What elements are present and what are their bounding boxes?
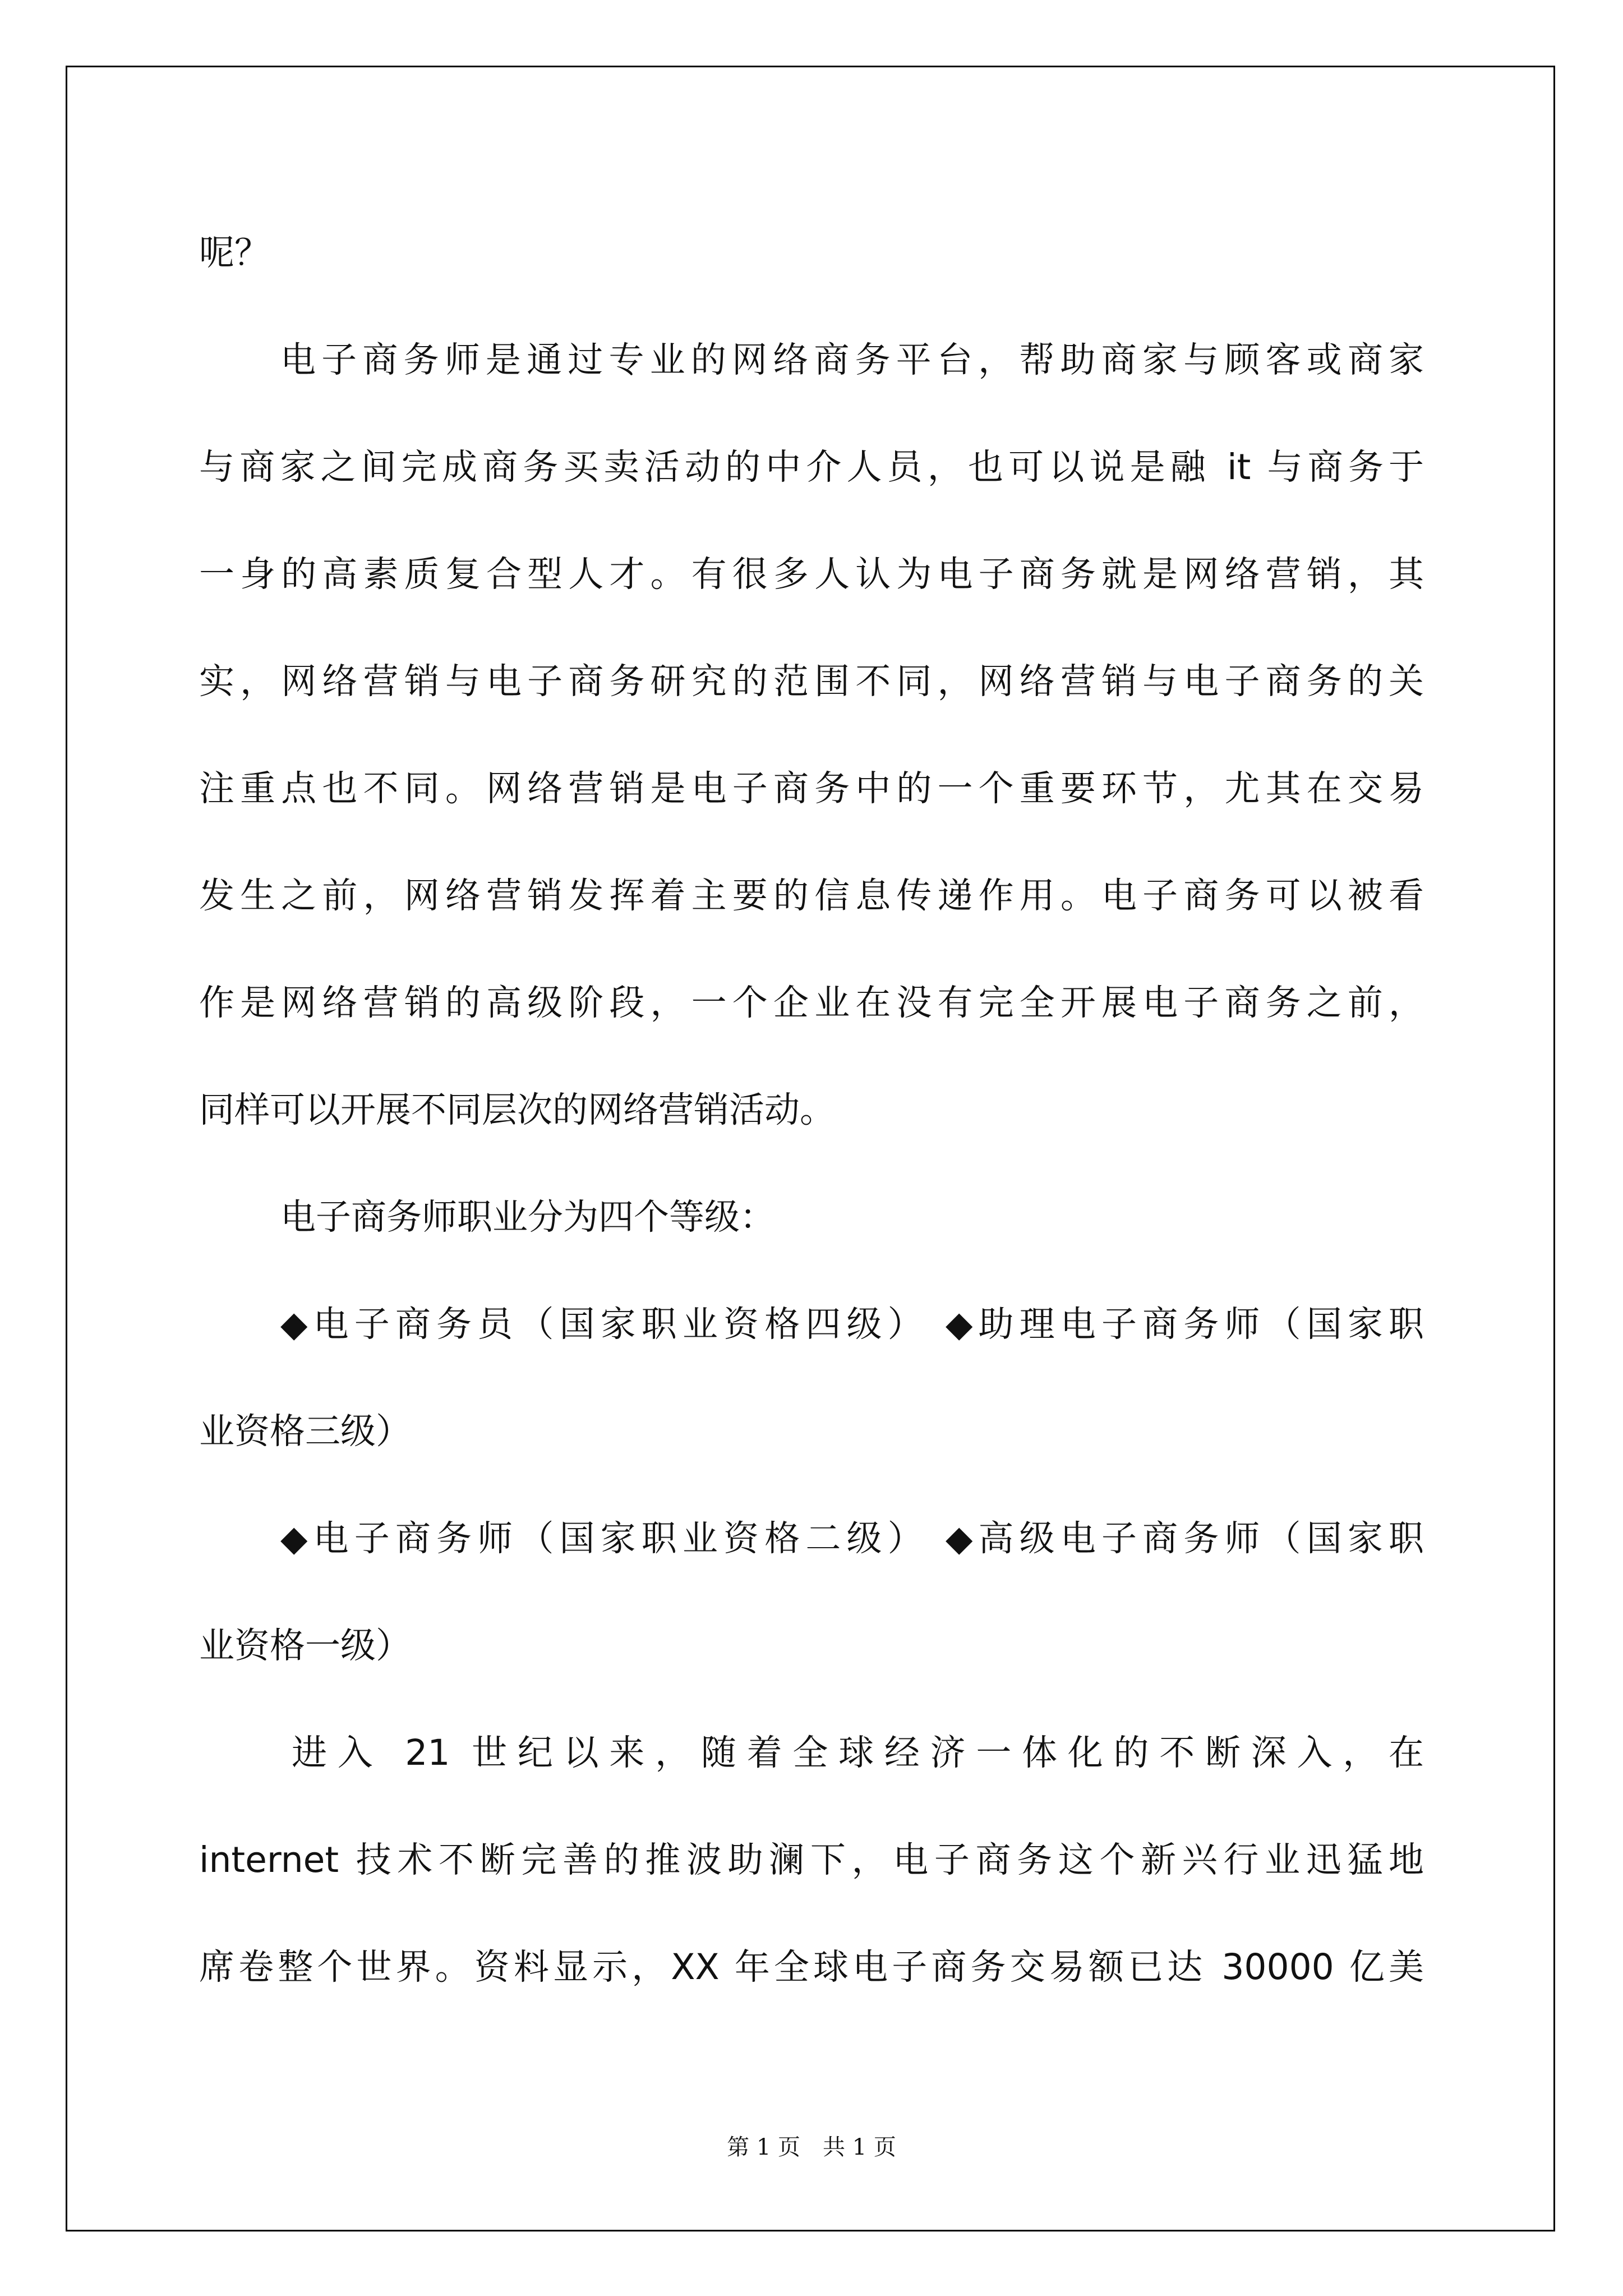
text-line-2: 电子商务师是通过专业的网络商务平台，帮助商家与顾客或商家 [280, 339, 1424, 380]
text-line-16: internet 技术不断完善的推波助澜下，电子商务这个新兴行业迅猛地 [199, 1839, 1424, 1880]
text-line-3: 与商家之间完成商务买卖活动的中介人员，也可以说是融 it 与商务于 [199, 447, 1424, 487]
text-line-12: 业资格三级） [199, 1411, 411, 1452]
document-body [199, 199, 1424, 2021]
text-line-5: 实，网络营销与电子商务研究的范围不同，网络营销与电子商务的关 [199, 661, 1424, 702]
text-line-15: 进入 21 世纪以来，随着全球经济一体化的不断深入，在 [292, 1732, 1424, 1773]
text-line-9: 同样可以开展不同层次的网络营销活动。 [199, 1089, 835, 1130]
text-line-8: 作是网络营销的高级阶段，一个企业在没有完全开展电子商务之前， [199, 982, 1424, 1023]
text-line-6: 注重点也不同。网络营销是电子商务中的一个重要环节，尤其在交易 [199, 768, 1424, 809]
text-line-10: 电子商务师职业分为四个等级： [280, 1197, 775, 1237]
page-indicator: 第 1 页 共 1 页 [727, 2134, 896, 2160]
text-line-17: 席卷整个世界。资料显示，XX 年全球电子商务交易额已达 30000 亿美 [199, 1947, 1424, 1987]
text-line-13: ◆电子商务师（国家职业资格二级） ◆高级电子商务师（国家职 [280, 1518, 1424, 1559]
text-line-7: 发生之前，网络营销发挥着主要的信息传递作用。电子商务可以被看 [199, 875, 1424, 916]
text-line-4: 一身的高素质复合型人才。有很多人认为电子商务就是网络营销，其 [199, 554, 1424, 595]
page-footer [0, 2129, 1623, 2161]
text-line-11: ◆电子商务员（国家职业资格四级） ◆助理电子商务师（国家职 [280, 1304, 1424, 1345]
text-line-1: 呢？ [199, 232, 270, 273]
text-line-14: 业资格一级） [199, 1625, 411, 1666]
